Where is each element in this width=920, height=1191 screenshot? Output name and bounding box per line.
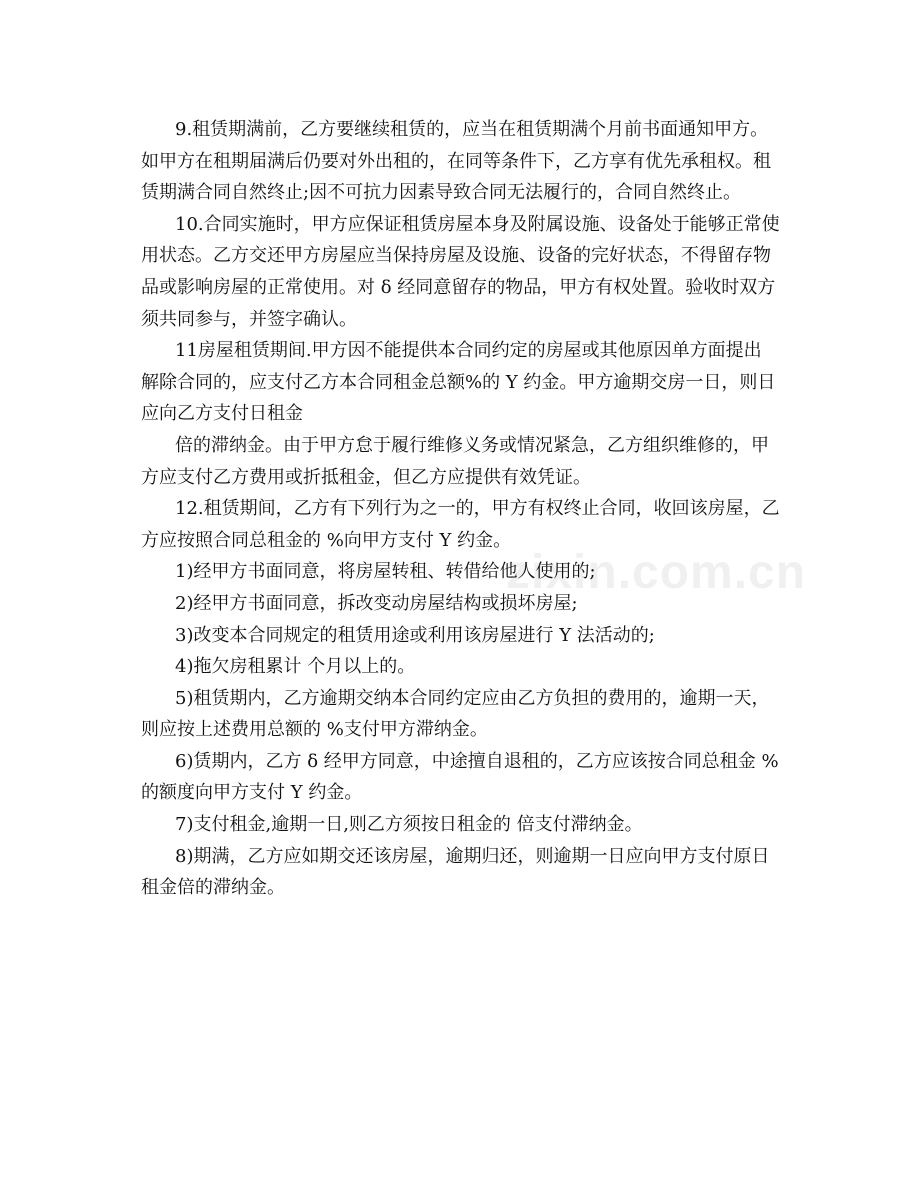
paragraph-line: 方应按照合同总租金的 %向甲方支付 Υ 约金。 <box>141 529 512 551</box>
paragraph-line: 4)拖欠房租累计 个月以上的。 <box>175 656 416 678</box>
paragraph-line: 5)租赁期内，乙方逾期交纳本合同约定应由乙方负担的费用的，逾期一天， <box>175 687 770 709</box>
paragraph-line: 11房屋租赁期间.甲方因不能提供本合同约定的房屋或其他原因单方面提出 <box>175 340 762 362</box>
paragraph-line: 2)经甲方书面同意，拆改变动房屋结构或损坏房屋; <box>175 592 578 614</box>
paragraph <box>141 620 781 652</box>
paragraph-line: 租金倍的滞纳金。 <box>141 877 285 899</box>
paragraph-line: 12.租赁期间，乙方有下列行为之一的，甲方有权终止合同，收回该房屋，乙 <box>175 498 780 520</box>
paragraph-line: 3)改变本合同规定的租赁用途或利用该房屋进行 Υ 法活动的; <box>175 624 655 646</box>
paragraph-line: 的额度向甲方支付 Υ 约金。 <box>141 782 363 804</box>
paragraph-line: 用状态。乙方交还甲方房屋应当保持房屋及设施、设备的完好状态，不得留存物 <box>141 245 771 267</box>
paragraph <box>141 430 781 493</box>
paragraph-line: 9.租赁期满前，乙方要继续租赁的，应当在租赁期满个月前书面通知甲方。 <box>175 119 769 140</box>
paragraph <box>141 114 781 209</box>
paragraph-line: 1)经甲方书面同意，将房屋转租、转借给他人使用的; <box>175 561 596 583</box>
paragraph <box>141 335 781 430</box>
paragraph-line: 品或影响房屋的正常使用。对 δ 经同意留存的物品，甲方有权处置。验收时双方 <box>141 276 776 298</box>
paragraph <box>141 746 781 809</box>
paragraph <box>141 841 781 904</box>
paragraph <box>141 588 781 620</box>
watermark: zixin.com.cn <box>506 546 807 599</box>
paragraph-line: 则应按上述费用总额的 %支付甲方滞纳金。 <box>141 719 488 741</box>
paragraph-line: 8)期满，乙方应如期交还该房屋，逾期归还，则逾期一日应向甲方支付原日 <box>175 845 770 867</box>
paragraph-line: 7)支付租金,逾期一日,则乙方须按日租金的 倍支付滞纳金。 <box>175 814 643 836</box>
paragraph <box>141 209 781 335</box>
paragraph <box>141 683 781 746</box>
paragraph-line: 应向乙方支付日租金 <box>141 403 303 425</box>
paragraph-line: 6)赁期内，乙方 δ 经甲方同意，中途擅自退租的，乙方应该按合同总租金 % <box>175 750 779 772</box>
paragraph <box>141 493 781 556</box>
paragraph <box>141 556 781 588</box>
paragraph-line: 解除合同的，应支付乙方本合同租金总额%的 Υ 约金。甲方逾期交房一日，则日 <box>141 371 776 393</box>
document-body <box>141 114 781 904</box>
paragraph-line: 方应支付乙方费用或折抵租金，但乙方应提供有效凭证。 <box>141 466 591 488</box>
paragraph-line: 如甲方在租期届满后仍要对外出租的，在同等条件下，乙方享有优先承租权。租 <box>141 150 771 172</box>
paragraph-line: 赁期满合同自然终止;因不可抗力因素导致合同无法履行的，合同自然终止。 <box>141 182 742 204</box>
paragraph-line: 10.合同实施时，甲方应保证租赁房屋本身及附属设施、设备处于能够正常使 <box>175 213 780 235</box>
paragraph-line: 倍的滞纳金。由于甲方怠于履行维修义务或情况紧急，乙方组织维修的，甲 <box>175 434 769 456</box>
paragraph <box>141 809 781 841</box>
paragraph <box>141 651 781 683</box>
paragraph-line: 须共同参与，并签字确认。 <box>141 308 357 330</box>
